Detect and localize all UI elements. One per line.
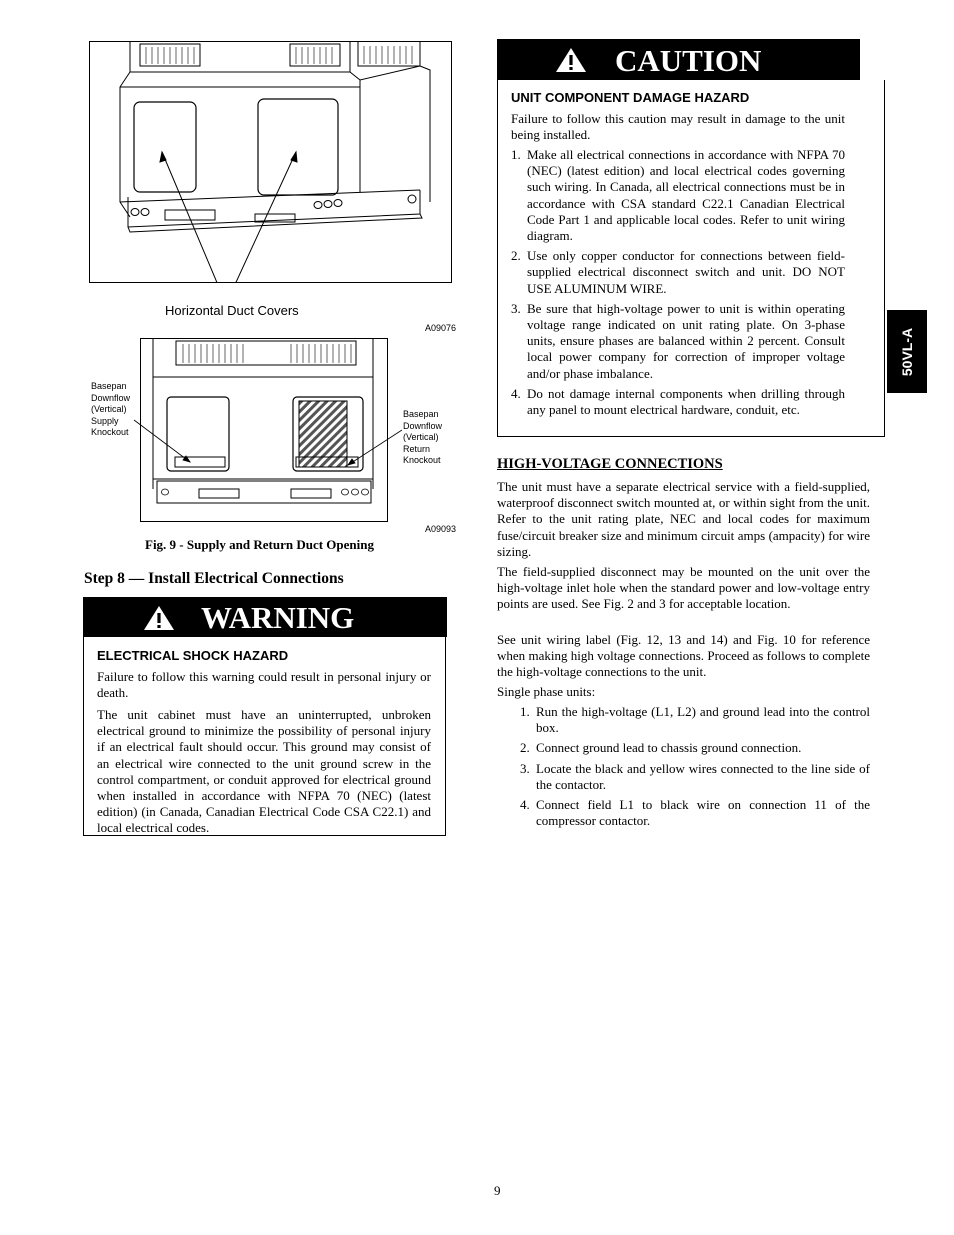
hv-step-text: Connect ground lead to chassis ground connection.	[536, 740, 802, 756]
caution-item-text: Do not damage internal components when drilling through any panel to mount electrical hardware, conduit, etc.	[527, 385, 845, 418]
caution-intro: Failure to follow this caution may result in damage to the unit being installed.	[511, 111, 845, 143]
step8-heading: Step 8 — Install Electrical Connections	[84, 570, 344, 587]
warning-hazard: ELECTRICAL SHOCK HAZARD	[97, 648, 289, 663]
figure-bottom-code: A09093	[425, 524, 457, 534]
caution-item	[511, 248, 845, 297]
warning-title: WARNING	[201, 600, 355, 635]
caution-body	[497, 80, 885, 437]
figure-bottom-label-right: Basepan Downflow (Vertical) Return Knockout	[403, 409, 443, 465]
warning-triangle-icon	[143, 605, 175, 631]
caution-item	[511, 386, 845, 418]
page-number: 9	[494, 1183, 501, 1198]
hv-step-number: 2.	[520, 740, 530, 756]
caution-item-text: Make all electrical connections in accordance with NFPA 70 (NEC) (latest edition) and local electrical codes governing such wiring. In Canada, all electrical connections must be in accordance with CSA standard C22.1 Canadian Electrical Code Part 1 and applicable local codes. Refer to unit wiring diagram.	[527, 147, 845, 244]
hv-step-text: Run the high-voltage (L1, L2) and ground lead into the control box.	[536, 704, 870, 736]
caution-list	[511, 147, 845, 422]
hv-step-number: 3.	[520, 760, 530, 776]
hv-heading: HIGH-VOLTAGE CONNECTIONS	[497, 456, 723, 472]
caution-title: CAUTION	[615, 43, 762, 78]
hv-p3: See unit wiring label (Fig. 12, 13 and 14) and Fig. 10 for reference when making high voltage connections. Proceed as follows to complete the high-voltage connections to the unit.	[497, 632, 870, 680]
caution-triangle-icon	[555, 47, 587, 73]
hv-steps	[520, 704, 870, 833]
caution-item	[511, 301, 845, 382]
figure-bottom-label-left: Basepan Downflow (Vertical) Supply Knockout	[91, 381, 131, 437]
caution-header	[497, 39, 860, 80]
warning-p1: Failure to follow this warning could result in personal injury or death.	[97, 669, 431, 701]
side-tab	[887, 310, 927, 393]
hv-p1: The unit must have a separate electrical service with a field-supplied, waterproof disconnect switch mounted at, or within sight from the unit. Refer to the unit rating plate, NEC and local codes for maximum fuse/circuit breaker size and minimum circuit amps (ampacity) for wire sizing.	[497, 479, 870, 559]
caution-item	[511, 147, 845, 244]
hv-step-number: 1.	[520, 704, 530, 719]
caution-item-text: Use only copper conductor for connections between field-supplied electrical disconnect switch and unit. DO NOT USE ALUMINUM WIRE.	[527, 248, 845, 296]
caution-item-number: 1.	[511, 147, 521, 162]
side-tab-label: 50VL-A	[899, 327, 915, 376]
caution-item-number: 2.	[511, 248, 521, 264]
hv-p2: The field-supplied disconnect may be mounted on the unit over the high-voltage inlet hole when the standard power and low-voltage entry points are used. See Fig. 2 and 3 for acceptable location.	[497, 564, 870, 612]
caution-item-number: 3.	[511, 300, 521, 316]
caution-item-number: 4.	[511, 385, 521, 401]
caution-item-text: Be sure that high-voltage power to unit is within operating voltage range indicated on unit rating plate. On 3-phase units, ensure phases are balanced within 2 percent. Consult local power company for correction of improper voltage and/or phase imbalance.	[527, 300, 845, 381]
warning-p2: The unit cabinet must have an uninterrupted, unbroken electrical ground to minimize the possibility of personal injury if an electrical fault should occur. This ground may consist of an electrical wire connected to the unit ground screw in the control compartment, or conduit approved for electrical ground when installed in accordance with NFPA 70 (NEC) (latest edition) (in Canada, Canadian Electrical Code CSA C22.1) and local electrical codes.	[97, 707, 431, 836]
hv-step	[520, 740, 870, 756]
figure-caption: Fig. 9 - Supply and Return Duct Opening	[145, 537, 374, 552]
hv-step-number: 4.	[520, 797, 530, 813]
hv-p4: Single phase units:	[497, 684, 596, 699]
hv-step	[520, 704, 870, 736]
figure-top-code: A09076	[425, 323, 457, 333]
caution-hazard: UNIT COMPONENT DAMAGE HAZARD	[511, 90, 750, 105]
hv-step	[520, 797, 870, 829]
warning-body	[83, 637, 446, 836]
hv-step	[520, 761, 870, 793]
warning-header	[83, 597, 447, 637]
figure-top-label: Horizontal Duct Covers	[165, 303, 299, 318]
hv-step-text: Locate the black and yellow wires connected to the line side of the contactor.	[536, 760, 870, 792]
hv-step-text: Connect field L1 to black wire on connection 11 of the compressor contactor.	[536, 797, 870, 829]
